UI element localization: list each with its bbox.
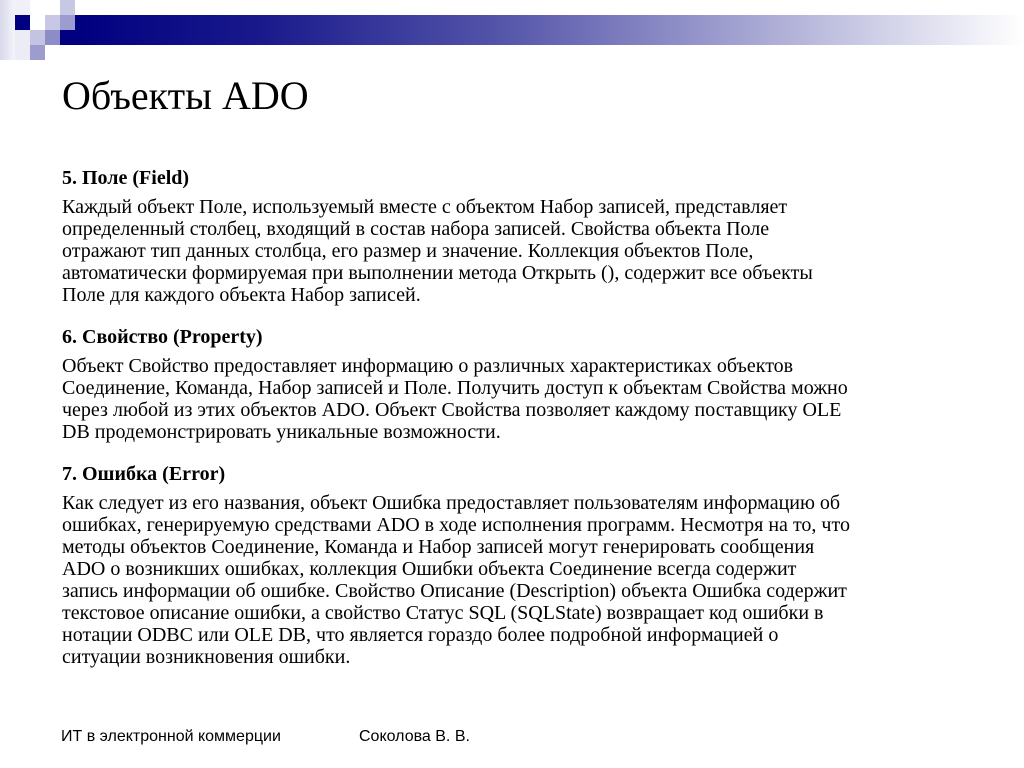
section-body	[62, 492, 962, 668]
text-line: Поле для каждого объекта Набор записей.	[62, 284, 421, 306]
text-line: текстовое описание ошибки, а свойство Статус SQL (SQLState) возвращает код ошибки в	[62, 602, 824, 624]
text-line: нотации ODBC или OLE DB, что является гораздо более подробной информацией о	[62, 624, 779, 646]
deco-square	[15, 0, 30, 15]
text-line: определенный столбец, входящий в состав набора записей. Свойства объекта Поле	[62, 218, 770, 240]
text-line: DB продемонстрировать уникальные возможности.	[62, 421, 501, 443]
text-line: Каждый объект Поле, используемый вместе с объектом Набор записей, представляет	[62, 196, 788, 218]
deco-square	[60, 0, 75, 15]
deco-square	[15, 30, 30, 60]
section-field	[62, 166, 962, 306]
deco-square	[60, 15, 75, 30]
deco-square	[30, 30, 45, 45]
section-error	[62, 462, 962, 668]
section-property	[62, 325, 962, 443]
text-line: методы объектов Соединение, Команда и Набор записей могут генерировать сообщения	[62, 536, 815, 558]
section-body	[62, 355, 962, 443]
deco-square	[45, 15, 60, 30]
text-line: ADO о возникших ошибках, коллекция Ошибки объекта Соединение всегда содержит	[62, 558, 797, 580]
text-line: ситуации возникновения ошибки.	[62, 646, 351, 668]
text-line: Соединение, Команда, Набор записей и Поле. Получить доступ к объектам Свойства можно	[62, 377, 848, 399]
section-body	[62, 196, 962, 306]
section-heading: 7. Ошибка (Error)	[62, 463, 226, 485]
footer-course: ИТ в электронной коммерции	[61, 728, 281, 745]
deco-square	[0, 0, 15, 60]
footer-author: Соколова В. В.	[359, 728, 470, 745]
section-heading: 5. Поле (Field)	[62, 167, 190, 189]
text-line: запись информации об ошибке. Свойство Описание (Description) объекта Ошибка содержит	[62, 580, 847, 602]
section-heading: 6. Свойство (Property)	[62, 326, 263, 348]
slide-content	[62, 166, 962, 687]
text-line: Объект Свойство предоставляет информацию о различных характеристиках объектов	[62, 355, 794, 377]
deco-square	[45, 30, 60, 45]
text-line: отражают тип данных столбца, его размер и значение. Коллекция объектов Поле,	[62, 240, 754, 262]
header-gradient-bar	[75, 15, 1024, 45]
slide-title: Объекты ADO	[62, 73, 309, 118]
deco-square	[60, 30, 75, 45]
text-line: через любой из этих объектов ADO. Объект Свойства позволяет каждому поставщику OLE	[62, 399, 842, 421]
deco-square	[30, 45, 45, 60]
text-line: автоматически формируемая при выполнении метода Открыть (), содержит все объекты	[62, 262, 813, 284]
text-line: Как следует из его названия, объект Ошибка предоставляет пользователям информацию об	[62, 492, 841, 514]
text-line: ошибках, генерируемую средствами ADO в ходе исполнения программ. Несмотря на то, что	[62, 514, 850, 536]
deco-square	[15, 15, 30, 30]
header-decoration	[0, 0, 1024, 60]
